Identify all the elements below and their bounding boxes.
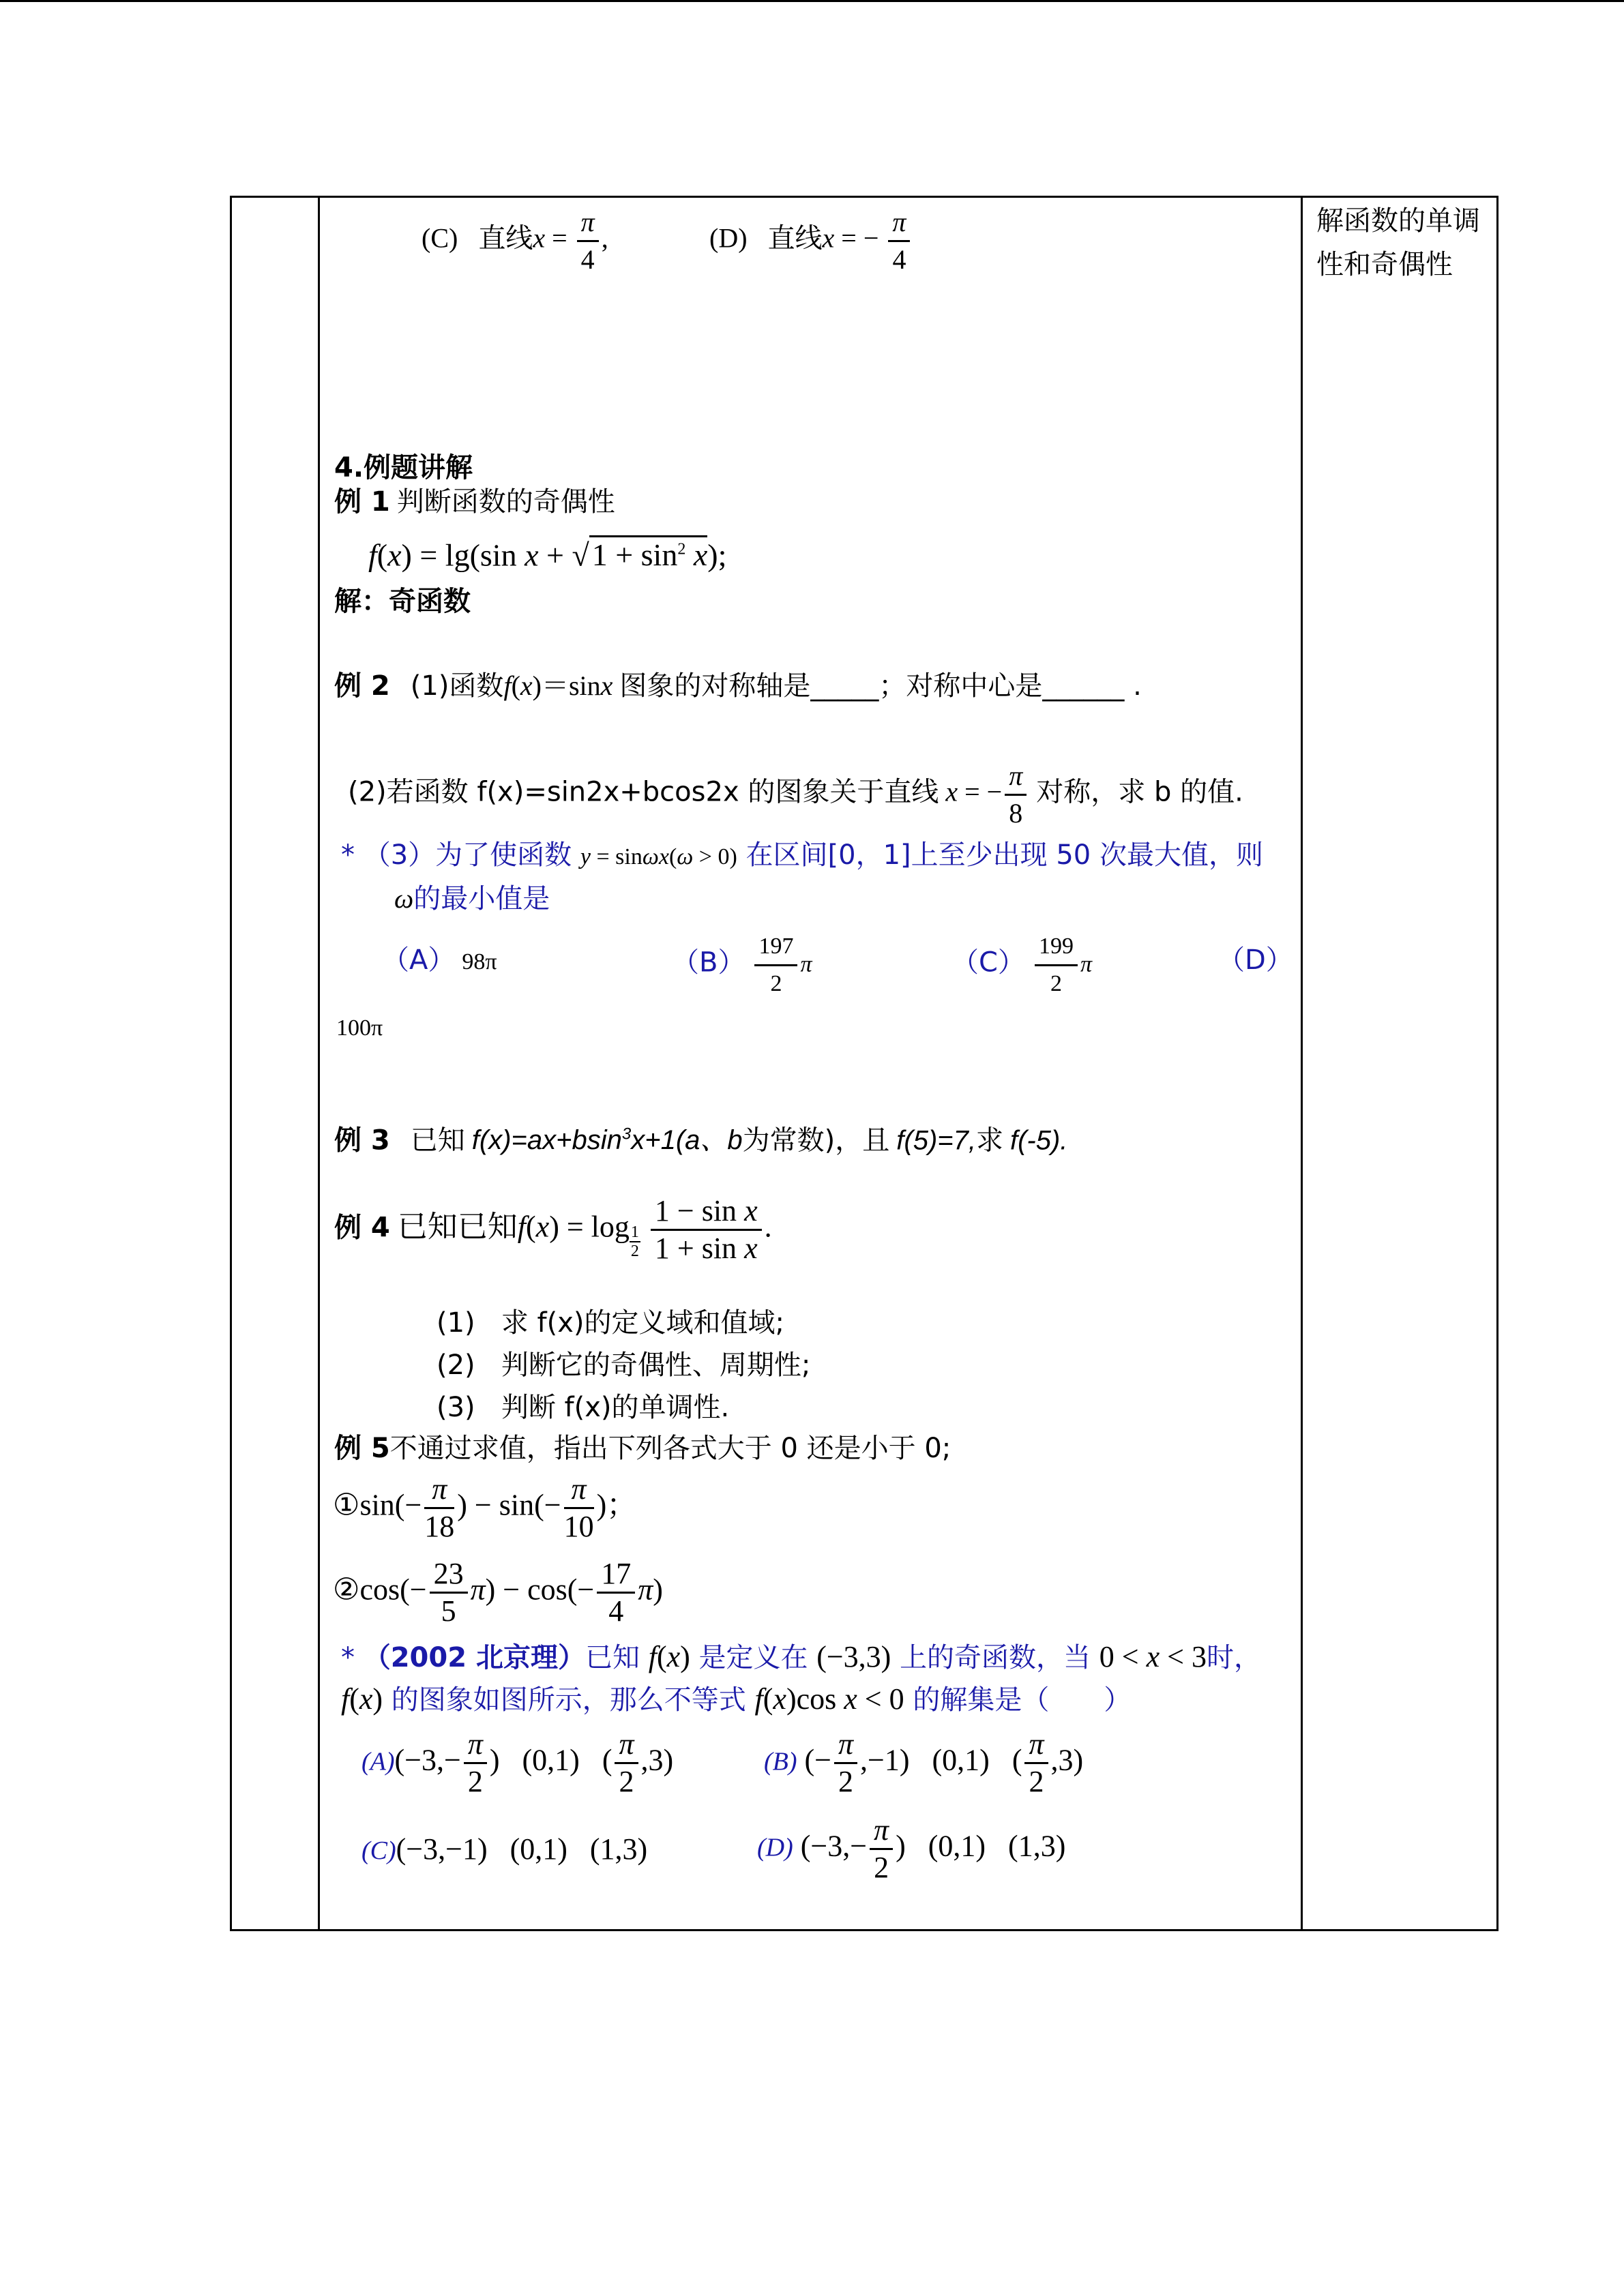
table-col-divider-right — [1301, 196, 1303, 1931]
example-5-expr-1: ①sin(− $\frac{\pi}{18}$ ) − sin(− $\frac{\pi}{10}$ )； — [333, 1472, 637, 1543]
ex2-option-d-value: 100π — [336, 1015, 383, 1041]
example-2-part-2: (2)若函数 f(x)=sin2x+bcos2x 的图象关于直线 x = − $\frac{\pi}{8}$ 对称，求 b 的值. — [348, 758, 1243, 831]
top-border — [0, 0, 1624, 2]
prev-option-d: (D) 直线x = − $\frac{\pi}{4}$ — [709, 205, 913, 278]
ex6-option-d: (D) (−3,− $\frac{\pi}{2}$ ) (0,1) (1,3) — [757, 1813, 1066, 1884]
example-4-heading: 例 4 已知已知f(x) = log $\frac{1}{2}$ $\frac{\text{1 − sin x}}{\text{1 + sin x}}$ . — [334, 1194, 772, 1265]
ex2-option-a: （A） 98π — [382, 944, 497, 976]
side-note: 解函数的单调性和奇偶性 — [1316, 205, 1480, 280]
example-5-expr-2: ②cos(− $\frac{23}{5}$ π) − cos(− $\frac{17}{4}$ π) — [333, 1557, 663, 1628]
example-4-item-1: (1) 求 f(x)的定义域和值域; — [437, 1307, 784, 1339]
ex2-option-c: （C） $\frac{199}{2}$ π — [951, 929, 1092, 1002]
example-2-part-3-line-2: ω的最小值是 — [394, 883, 550, 914]
example-2-part-1: 例 2 (1)函数f(x)＝sinx 图象的对称轴是_____；对称中心是______ . — [334, 670, 1142, 702]
prev-option-c: (C) 直线x = $\frac{\pi}{4}$ , — [422, 205, 608, 278]
table-col-divider-left — [318, 196, 320, 1931]
example-4-item-2: (2) 判断它的奇偶性、周期性; — [437, 1350, 811, 1381]
example-4-item-3: (3) 判断 f(x)的单调性. — [437, 1392, 730, 1423]
example-6-line-1: * （2002 北京理）已知 f(x) 是定义在 (−3,3) 上的奇函数，当 0 < x < 3时， — [341, 1640, 1261, 1673]
example-6-line-2: f(x) 的图象如图所示，那么不等式 f(x)cos x < 0 的解集是（ ） — [341, 1682, 1132, 1716]
example-1-answer: 解：奇函数 — [334, 586, 471, 617]
example-2-part-3: * （3）为了使函数 y = sinωx(ω > 0) 在区间[0，1]上至少出现 50 次最大值，则 — [341, 839, 1263, 871]
example-3: 例 3 已知 f(x)=ax+bsin$^3$x+1(a、b为常数)，且 f(5)=7,求 f(-5). — [334, 1124, 1068, 1157]
section-title: 4.例题讲解 — [334, 452, 473, 483]
example-1-formula: f(x) = lg(sin $x + √1 + \sin^2 x$); — [368, 533, 726, 571]
ex6-option-a: (A)(−3,− $\frac{\pi}{2}$ ) (0,1) ( $\frac{\pi}{2}$ ,3) — [361, 1727, 674, 1798]
ex2-option-d: （D） — [1217, 944, 1293, 976]
ex6-option-c: (C)(−3,−1) (0,1) (1,3) — [361, 1832, 648, 1866]
ex2-option-b: （B） $\frac{197}{2}$ π — [672, 929, 812, 1002]
example-5-heading: 例 5不通过求值，指出下列各式大于 0 还是小于 0; — [334, 1433, 951, 1464]
example-1-heading: 例 1 判断函数的奇偶性 — [334, 486, 615, 518]
ex6-option-b: (B) (− $\frac{\pi}{2}$ ,−1) (0,1) ( $\frac{\pi}{2}$ ,3) — [764, 1727, 1084, 1798]
